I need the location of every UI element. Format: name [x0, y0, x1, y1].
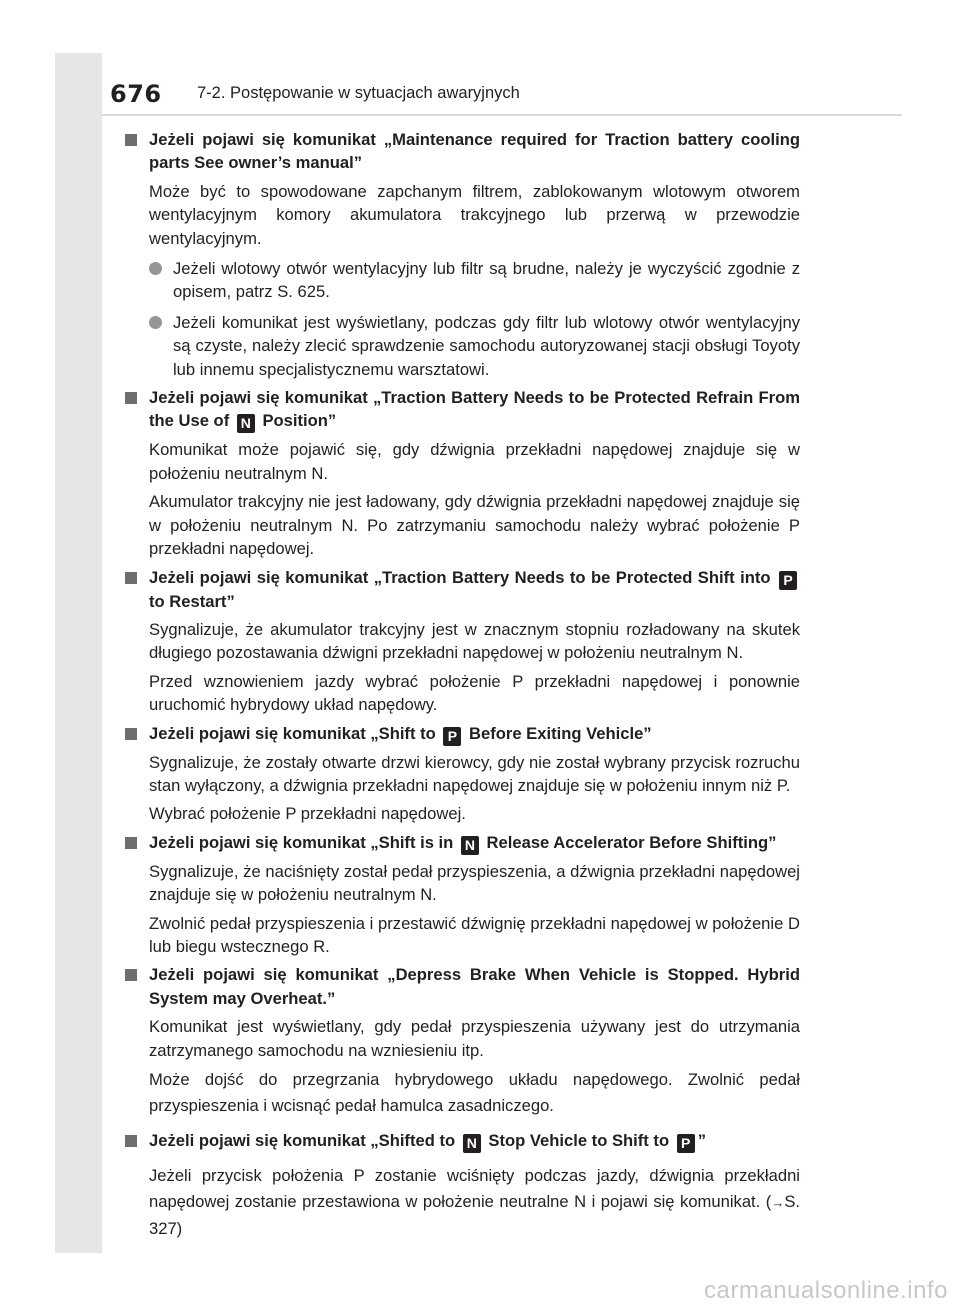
list-item-text: Jeżeli komunikat jest wyświetlany, podczas gdy filtr lub wlotowy otwór wentylacyjny są czyste, należy zlecić sprawdzenie samochodu autoryzowanej stacji obsługi Toyoty lub innemu specjalistycznemu warsztatowi.	[173, 312, 800, 379]
page-sidebar-tab	[55, 53, 102, 1253]
paragraph: Komunikat jest wyświetlany, gdy pedał przyspieszenia używany jest do utrzymania zatrzymanego samochodu na wzniesieniu itp.	[149, 1017, 800, 1060]
circle-bullet-icon	[149, 262, 162, 275]
section-refrain-from-n	[125, 386, 800, 560]
page-reference-link[interactable]: S. 327)	[149, 1192, 800, 1238]
header-divider	[102, 114, 902, 116]
paragraph: Przed wznowieniem jazdy wybrać położenie P przekładni napędowej i ponownie uruchomić hybrydowy układ napędowy.	[149, 671, 800, 715]
heading-text: to Restart”	[149, 591, 235, 611]
n-position-key-icon: N	[237, 414, 255, 433]
square-bullet-icon	[125, 392, 137, 404]
section-shift-into-p-restart	[125, 566, 800, 717]
section-title: 7-2. Postępowanie w sytuacjach awaryjnych	[197, 84, 520, 102]
section-heading	[125, 386, 800, 433]
heading-text: Stop Vehicle to Shift to	[488, 1131, 670, 1150]
section-heading	[125, 722, 800, 746]
section-heading	[125, 1129, 800, 1153]
section-shift-before-exiting	[125, 722, 800, 826]
p-position-key-icon: P	[677, 1134, 695, 1153]
list-item	[149, 311, 800, 381]
section-release-accelerator	[125, 831, 800, 959]
heading-text: Jeżeli pojawi się komunikat „Shifted to	[149, 1131, 456, 1150]
n-position-key-icon: N	[463, 1134, 481, 1153]
heading-text: Before Exiting Vehicle”	[469, 723, 652, 743]
paragraph: Może być to spowodowane zapchanym filtrem, zablokowanym wlotowym otworem wentylacyjnym komory akumulatora trakcyjnego lub przerwą w przewodzie wentylacyjnym.	[149, 181, 800, 248]
heading-text: Jeżeli pojawi się komunikat „Shift is in	[149, 832, 454, 852]
square-bullet-icon	[125, 837, 137, 849]
section-depress-brake	[125, 963, 800, 1119]
page-content	[125, 128, 800, 1242]
paragraph: Komunikat może pojawić się, gdy dźwignia przekładni napędowej znajduje się w położeniu neutralnym N.	[149, 440, 800, 483]
paragraph: Zwolnić pedał przyspieszenia i przestawić dźwignię przekładni napędowej w położenie D lub biegu wstecznego R.	[149, 913, 800, 956]
section-heading	[125, 128, 800, 175]
heading-text: Jeżeli pojawi się komunikat „Traction Battery Needs to be Protected Refrain From the Use of	[149, 388, 800, 431]
paragraph-text: Jeżeli przycisk położenia P zostanie wciśnięty podczas jazdy, dźwignia przekładni napędowej zostanie przestawiona w położenie neutralne N i pojawi się komunikat. (	[149, 1166, 800, 1211]
list-item-text: Jeżeli wlotowy otwór wentylacyjny lub filtr są brudne, należy je wyczyścić zgodnie z opisem, patrz S. 625.	[173, 259, 800, 302]
list-item	[149, 257, 800, 304]
paragraph: Sygnalizuje, że zostały otwarte drzwi kierowcy, gdy nie został wybrany przycisk rozruchu stan wyłączony, a dźwignia przekładni napędowej znajduje się w położeniu innym niż P.	[149, 752, 800, 795]
section-shifted-to-n	[125, 1129, 800, 1242]
heading-text: Position”	[262, 411, 337, 431]
p-position-key-icon: P	[443, 727, 461, 746]
section-heading	[125, 963, 800, 1010]
section-heading	[125, 831, 800, 855]
page-number: 676	[110, 80, 162, 108]
heading-text: ”	[697, 1131, 707, 1150]
p-position-key-icon: P	[779, 571, 797, 590]
section-heading	[125, 566, 800, 613]
paragraph: Akumulator trakcyjny nie jest ładowany, gdy dźwignia przekładni napędowej znajduje się w położeniu neutralnym N. Po zatrzymaniu samochodu należy wybrać położenie P przekładni napędowej.	[149, 492, 800, 559]
n-position-key-icon: N	[461, 836, 479, 855]
square-bullet-icon	[125, 728, 137, 740]
heading-text: Jeżeli pojawi się komunikat „Shift to	[149, 723, 436, 743]
heading-text: Jeżeli pojawi się komunikat „Depress Brake When Vehicle is Stopped. Hybrid System may Overheat.”	[149, 965, 800, 1008]
arrow-right-icon: →	[771, 1195, 785, 1210]
square-bullet-icon	[125, 572, 137, 584]
section-maintenance-required	[125, 128, 800, 381]
heading-text: Release Accelerator Before Shifting”	[486, 832, 777, 852]
heading-text: Jeżeli pojawi się komunikat „Maintenance required for Traction battery cooling parts See owner’s manual”	[149, 130, 800, 173]
square-bullet-icon	[125, 969, 137, 981]
square-bullet-icon	[125, 1135, 137, 1147]
square-bullet-icon	[125, 134, 137, 146]
paragraph: Sygnalizuje, że akumulator trakcyjny jest w znacznym stopniu rozładowany na skutek długiego pozostawania dźwigni przekładni napędowej w położeniu neutralnym N.	[149, 619, 800, 663]
paragraph: Sygnalizuje, że naciśnięty został pedał przyspieszenia, a dźwignia przekładni napędowej znajduje się w położeniu neutralnym N.	[149, 861, 800, 905]
paragraph: Może dojść do przegrzania hybrydowego układu napędowego. Zwolnić pedał przyspieszenia i wcisnąć pedał hamulca zasadniczego.	[149, 1070, 800, 1115]
circle-bullet-icon	[149, 316, 162, 329]
watermark-text: carmanualsonline.info	[704, 1277, 948, 1304]
heading-text: Jeżeli pojawi się komunikat „Traction Battery Needs to be Protected Shift into	[149, 567, 771, 587]
paragraph: Wybrać położenie P przekładni napędowej.	[149, 804, 466, 824]
paragraph	[125, 1163, 800, 1242]
